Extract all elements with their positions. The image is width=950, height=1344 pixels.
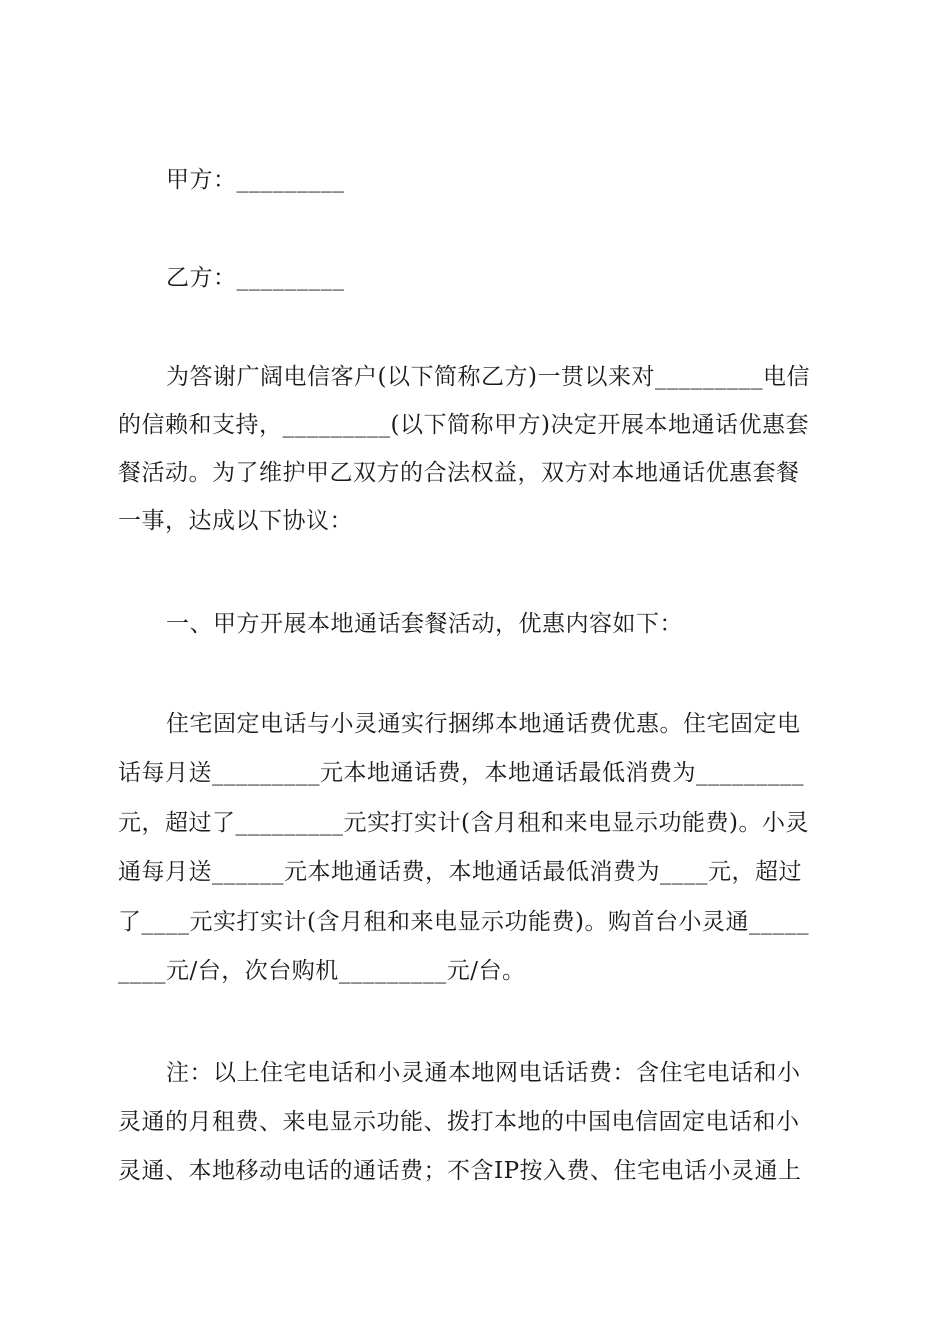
section-1-line-2: 话每月送_________元本地通话费，本地通话最低消费为_________ xyxy=(118,760,804,786)
note-line-2: 灵通的月租费、来电显示功能、拨打本地的中国电信固定电话和小 xyxy=(118,1109,800,1135)
section-1-line-1: 住宅固定电话与小灵通实行捆绑本地通话费优惠。住宅固定电 xyxy=(166,711,801,737)
note-line-3: 灵通、本地移动电话的通话费；不含IP按入费、住宅电话小灵通上 xyxy=(118,1158,802,1184)
section-1-heading: 一、甲方开展本地通话套餐活动，优惠内容如下： xyxy=(166,611,683,637)
section-1-line-5: 了____元实打实计(含月租和来电显示功能费)。购首台小灵通_____ xyxy=(118,909,809,935)
note-line-1: 注：以上住宅电话和小灵通本地网电话话费：含住宅电话和小 xyxy=(166,1060,801,1086)
intro-line-2: 的信赖和支持，_________(以下简称甲方)决定开展本地通话优惠套 xyxy=(118,412,809,438)
section-1-line-4: 通每月送______元本地通话费，本地通话最低消费为____元，超过 xyxy=(118,859,802,885)
section-1-line-3: 元，超过了_________元实打实计(含月租和来电显示功能费)。小灵 xyxy=(118,810,809,836)
intro-line-3: 餐活动。为了维护甲乙双方的合法权益，双方对本地通话优惠套餐 xyxy=(118,460,800,486)
intro-line-4: 一事，达成以下协议： xyxy=(118,508,353,534)
party-a-line: 甲方：_________ xyxy=(166,167,345,193)
section-1-line-6: ____元/台，次台购机_________元/台。 xyxy=(118,958,526,984)
party-b-line: 乙方：_________ xyxy=(166,265,345,291)
intro-line-1: 为答谢广阔电信客户(以下简称乙方)一贯以来对_________电信 xyxy=(166,364,810,390)
